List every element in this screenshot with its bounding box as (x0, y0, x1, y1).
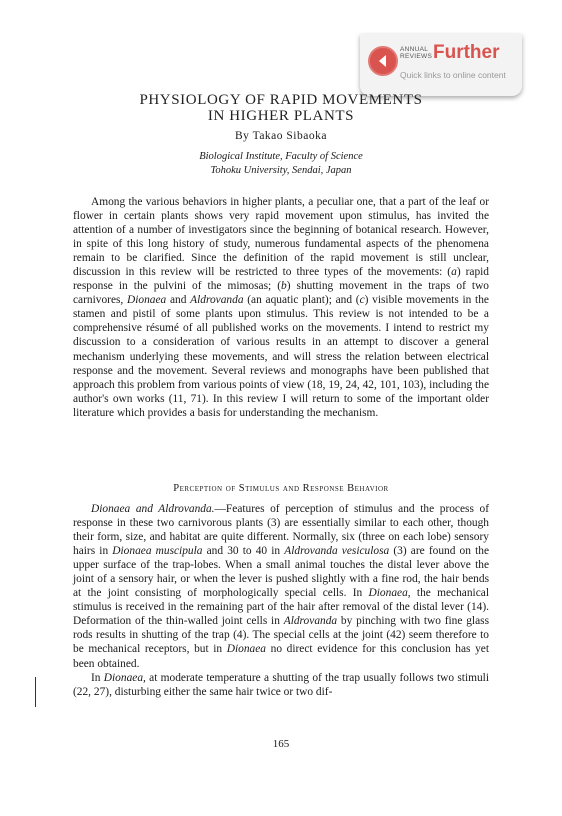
banner-tagline: Quick links to online content (400, 70, 506, 80)
further-banner[interactable] (360, 34, 522, 96)
back-arrow-icon (368, 46, 398, 76)
margin-bar (35, 677, 36, 707)
page-number: 165 (272, 738, 290, 750)
author-byline: By Takao Sibaoka (235, 130, 327, 142)
article-title-line-2: IN HIGHER PLANTS (207, 108, 355, 124)
section-heading: Perception of Stimulus and Response Behavior (173, 483, 389, 494)
banner-annual-label: ANNUAL (400, 46, 429, 53)
affiliation-line-1: Biological Institute, Faculty of Science (199, 151, 363, 162)
banner-further-label: Further (433, 42, 500, 63)
dionaea-aldrovanda-paragraph: Dionaea and Aldrovanda.—Features of perception of stimulus and the process of response in these two carnivorous plants (3) are essentially similar to each other, though their form, size, and habitat are quite different. Normally, six (three on each lobe) sensory hairs in Dionaea muscipula and 30 to 40 in Aldrovanda vesiculosa (3) are found on the upper surface of the trap-lobes. When a small animal touches the distal lever above the joint of a sensory hair, or when the lever is pushed slightly with a fine rod, the hair bends at the joint consisting of morphologically special cells. In Dionaea, the mechanical stimulus is received in the remaining part of the hair after removal of the distal lever (14). Deformation of the thin-walled joint cells in Aldrovanda by pinching with two fine glass rods results in shutting of the trap (4). The special cells at the joint (42) seem therefore to be mechanical receptors, but in Dionaea no direct evidence for this conclusion has yet been obtained. (73, 503, 490, 670)
affiliation-line-2: Tohoku University, Sendai, Japan (210, 165, 352, 176)
article-title-line-1: PHYSIOLOGY OF RAPID MOVEMENTS (139, 92, 423, 108)
intro-paragraph: Among the various behaviors in higher plants, a peculiar one, that a part of the leaf or flower in certain plants shows very rapid movement upon stimulus, has invited the attention of a number of investigators since the beginning of botanical research. However, in spite of this long history of study, numerous fundamental aspects of the phenomena remain to be clarified. Since the definition of the rapid movement is still unclear, discussion in this review will be restricted to three types of the movements: (a) rapid response in the pulvini of the mimosas; (b) shutting movement in the traps of two carnivores, Dionaea and Aldrovanda (an aquatic plant); and (c) visible movements in the stamen and pistil of some plants upon stimulus. This review is not intended to be a comprehensive résumé of all published works on the movements. I intend to restrict my discussion to a consideration of various results in an attempt to discover a general mechanism underlying these movements, and will stress the relation between electrical response and the movement. Several reviews and monographs have been published that approach this problem from various points of view (18, 19, 24, 42, 101, 103), including the author's own works (11, 71). In this review I will return to some of the important older literature which provides a basis for understanding the mechanism. (73, 196, 490, 419)
section-body (73, 502, 489, 699)
banner-reviews-label: REVIEWS (400, 53, 433, 60)
temperature-paragraph: In Dionaea, at moderate temperature a shutting of the trap usually follows two stimuli (22, 27), disturbing either the same hair twice or two dif- (73, 671, 489, 698)
banner-publisher (400, 46, 432, 60)
